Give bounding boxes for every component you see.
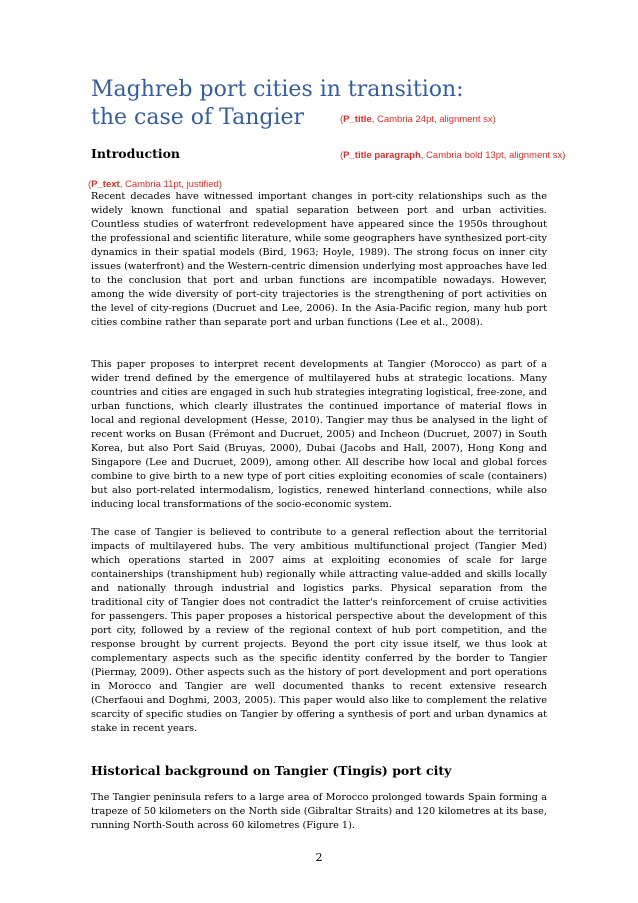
note-open: (: [340, 114, 344, 125]
note-rest: , Cambria 11pt, justified): [119, 179, 222, 190]
note-rest: , Cambria 24pt, alignment sx): [371, 114, 496, 125]
paragraph-intro-2: This paper proposes to interpret recent developments at Tangier (Morocco) as part of a wider trend defined by the emergence of multilayered hubs at strategic locations. Many countries and cities are engaged in such hub strategies integrating logistical, free-zone, and urban functions, which clearly illustrates the continued importance of material flows in local and regional development (Hesse, 2010). Tangier may thus be analysed in the light of recent works on Busan (Frémont and Ducruet, 2005) and Incheon (Ducruet, 2007) in South Korea, but also Port Said (Bruyas, 2000), Dubai (Jacobs and Hall, 2007), Hong Kong and Singapore (Lee and Ducruet, 2009), among other. All describe how local and global forces combine to give birth to a new type of port cities exploiting economies of scale (containers) but also port-related intermodalism, logistics, renewed hinterland connections, while also inducing local transformations of the socio-economic system.: [91, 359, 547, 510]
paragraph-intro-1: Recent decades have witnessed important changes in port-city relationships such as the widely known functional and spatial separation between port and urban activities. Countless studies of waterfront redevelopment have appeared since the 1950s throughout the professional and scientific literature, while some geographers have synthesized port-city dynamics in their spatial models (Bird, 1963; Hoyle, 1989). The strong focus on inner city issues (waterfront) and the Western-centric dimension underlying most approaches have led to the conclusion that port and urban functions are incompatible nowadays. However, among the wide diversity of port-city trajectories is the strengthening of port activities on the level of city-regions (Ducruet and Lee, 2006). In the Asia-Pacific region, many hub port cities combine rather than separate port and urban functions (Lee et al., 2008).: [91, 191, 547, 328]
note-open: (: [88, 179, 92, 190]
note-open: (: [340, 150, 344, 161]
paragraph-history-1: The Tangier peninsula refers to a large area of Morocco prolonged towards Spain forming a trapeze of 50 kilometers on the North side (Gibraltar Straits) and 120 kilometres at its base, running North-South across 60 kilometres (Figure 1).: [91, 792, 547, 831]
section-heading-history: Historical background on Tangier (Tingis) port city: [91, 763, 452, 778]
note-rest: , Cambria bold 13pt, alignment sx): [420, 150, 566, 161]
note-tag: P_title: [343, 114, 372, 125]
heading-style-note: [340, 150, 565, 162]
paragraph-intro-3: The case of Tangier is believed to contribute to a general reflection about the territorial impacts of multilayered hubs. The very ambitious multifunctional project (Tangier Med) which operations started in 2007 aims at exploiting economies of scale for large containerships (transhipment hub) regionally while attracting value-added and skills locally and nationally through industrial and logistics parks. Physical separation from the traditional city of Tangier does not contradict the latter's reinforcement of cruise activities for passengers. This paper proposes a historical perspective about the development of this port city, followed by a review of the regional context of hub port competition, and the response brought by current projects. Beyond the port city issue itself, we thus look at complementary aspects such as the specific identity conferred by the border to Tangier (Piermay, 2009). Other aspects such as the history of port development and port operations in Morocco and Tangier are well documented thanks to recent extensive research (Cherfaoui and Doghmi, 2003, 2005). This paper would also like to complement the relative scarcity of specific studies on Tangier by offering a synthesis of port and urban dynamics at stake in recent years.: [91, 527, 547, 734]
paper-title-line-2: the case of Tangier: [91, 105, 305, 130]
section-heading-introduction: Introduction: [91, 146, 181, 161]
paper-title-line-1: Maghreb port cities in transition:: [91, 77, 464, 102]
page-number: 2: [315, 851, 323, 864]
title-style-note: [340, 114, 496, 126]
note-tag: P_text: [91, 179, 120, 190]
note-tag: P_title paragraph: [343, 150, 421, 161]
